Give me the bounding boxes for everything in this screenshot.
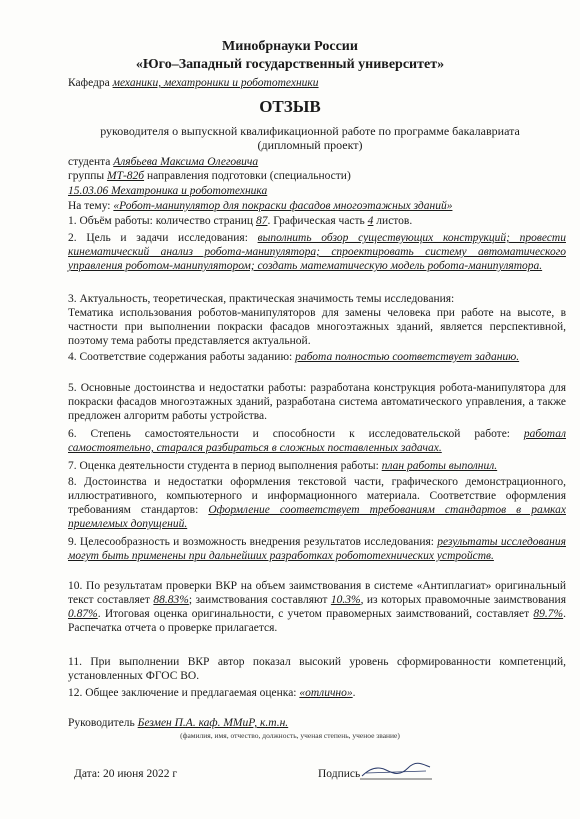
item-12-end: . <box>352 687 356 699</box>
item-7 <box>68 459 566 473</box>
item-12 <box>68 686 566 700</box>
university-header: «Юго–Западный государственный университет» <box>135 57 445 72</box>
department-name: механики, мехатроники и робототехники <box>112 77 319 89</box>
item-12-grade: «отлично» <box>299 687 353 699</box>
student-line <box>68 155 568 169</box>
topic-prefix: На тему: <box>68 200 114 212</box>
item-1-sheets: 4 <box>367 215 374 227</box>
item-10-text-4: . Итоговая оценка оригинальности, с учетом правомерных заимствований, составляет <box>97 608 534 620</box>
item-12-label: 12. Общее заключение и предлагаемая оценка: <box>68 687 300 699</box>
item-8-value: Оформление соответствует требованиям стандартов в рамках приемлемых допущений. <box>68 504 566 530</box>
item-7-value: план работы выполнил. <box>381 460 498 472</box>
department-line <box>68 76 568 90</box>
supervisor-value: Безмен П.А. каф. ММиР, к.т.н. <box>137 717 289 729</box>
item-1-text-2: . Графическая часть <box>267 215 368 227</box>
item-4 <box>68 350 566 364</box>
item-10-text: 10. По результатам проверки ВКР на объем заимствования в системе «Антиплагиат» оригинальный текст составляет <box>68 580 566 606</box>
item-2 <box>68 231 566 273</box>
item-10-text-5: . Распечатка отчета о проверке прилагается. <box>68 608 566 634</box>
item-1-text-3: листов. <box>373 215 413 227</box>
group-name: МТ-82б <box>106 170 145 182</box>
group-prefix: группы <box>68 170 107 182</box>
department-prefix: Кафедра <box>68 77 113 89</box>
direction-value: 15.03.06 Мехатроника и робототехника <box>68 185 268 197</box>
item-7-label: 7. Оценка деятельности студента в период выполнения работы: <box>68 460 382 472</box>
item-6 <box>68 427 566 455</box>
item-3: 3. Актуальность, теоретическая, практическая значимость темы исследования: <box>68 293 455 305</box>
supervisor-line <box>68 716 568 730</box>
item-2-label: 2. Цель и задачи исследования: <box>68 232 258 244</box>
item-4-label: 4. Соответствие содержания работы заданию: <box>68 351 296 363</box>
group-line <box>68 169 568 183</box>
item-10-text-3: , из которых правомочные заимствования <box>360 594 566 606</box>
item-6-value: работал самостоятельно, старался разбираться в сложных поставленных задачах. <box>68 428 566 454</box>
item-10-legit: 0.87% <box>68 608 98 620</box>
supervisor-prefix: Руководитель <box>68 717 138 729</box>
date-line <box>74 767 274 781</box>
document-title: ОТЗЫВ <box>259 97 321 116</box>
supervisor-hint: (фамилия, имя, отчество, должность, ученая степень, ученое звание) <box>180 731 400 740</box>
subtitle-line-1: руководителя о выпускной квалификационной работе по программе бакалавриата <box>100 124 520 138</box>
direction-line <box>68 184 568 198</box>
item-3-body: Тематика использования роботов-манипуляторов для замены человека при работе на высоте, в частности при выполнении покраски фасадов многоэтажных зданий, является перспективной, поэтому тема работы представляется актуальной. <box>68 307 566 347</box>
item-1-pages: 87 <box>255 215 268 227</box>
ministry-header: Минобрнауки России <box>222 39 358 54</box>
item-9-value: результаты исследования могут быть применены при дальнейших разработках робототехнических устройств. <box>68 536 566 562</box>
item-1-text: 1. Объём работы: количество страниц <box>68 215 256 227</box>
item-10-borrowed: 10.3% <box>330 594 361 606</box>
item-9 <box>68 535 566 563</box>
item-10-text-2: ; заимствования составляют <box>188 594 331 606</box>
group-suffix: направления подготовки (специальности) <box>144 170 351 182</box>
student-prefix: студента <box>68 156 114 168</box>
topic-value: «Робот-манипулятор для покраски фасадов многоэтажных зданий» <box>113 200 453 212</box>
item-10-total: 89.7% <box>533 608 564 620</box>
item-1 <box>68 214 566 228</box>
item-9-label: 9. Целесообразность и возможность внедрения результатов исследования: <box>68 536 438 548</box>
item-8 <box>68 475 566 531</box>
signature-label: Подпись <box>318 768 361 780</box>
item-5: 5. Основные достоинства и недостатки работы: разработана конструкция робота-манипулятора для покраски фасадов многоэтажных зданий, разработана система автоматического управления, а также предложен алгоритм работы устройства. <box>68 382 566 422</box>
item-10 <box>68 579 566 635</box>
topic-line <box>68 199 568 213</box>
item-10-original: 88.83% <box>153 594 189 606</box>
student-name: Алябьева Максима Олеговича <box>113 156 259 168</box>
date-prefix: Дата: <box>74 768 103 780</box>
date-value: 20 июня 2022 г <box>103 768 178 780</box>
signature-mark <box>360 758 432 784</box>
item-6-label: 6. Степень самостоятельности и способности к исследовательской работе: <box>68 428 524 440</box>
item-11: 11. При выполнении ВКР автор показал высокий уровень сформированности компетенций, установленных ФГОС ВО. <box>68 656 566 682</box>
subtitle-line-2: (дипломный проект) <box>257 138 363 152</box>
item-8-label: 8. Достоинства и недостатки оформления текстовой части, графического демонстрационного, иллюстративного, компьютерного и информационного материала. Соответствие оформления требованиям стандартов: <box>68 476 566 516</box>
item-2-value: выполнить обзор существующих конструкций; провести кинематический анализ робота-манипулятора; спроектировать систему автоматического управления роботом-манипулятором; создать математическую модель робота-манипулятора. <box>68 232 566 272</box>
item-4-value: работа полностью соответствует заданию. <box>295 351 520 363</box>
